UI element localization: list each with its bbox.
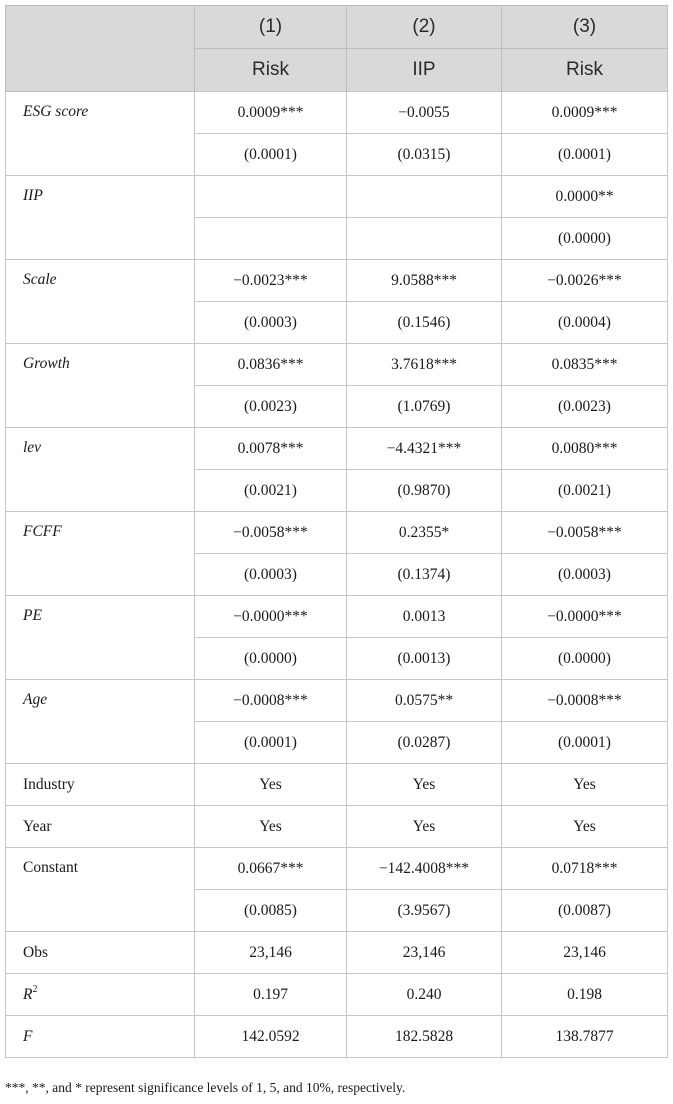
se-cell: (0.0315) [347, 134, 502, 176]
se-cell: (0.0021) [502, 470, 668, 512]
coef-cell: 0.0078*** [195, 428, 347, 470]
se-cell: (1.0769) [347, 386, 502, 428]
coef-cell: 0.0836*** [195, 344, 347, 386]
se-cell [195, 218, 347, 260]
se-cell: (3.9567) [347, 890, 502, 932]
table-row [6, 92, 668, 134]
row-label: Industry [6, 764, 195, 806]
table-row [6, 1016, 668, 1058]
row-label: PE [6, 596, 195, 680]
table-row [6, 848, 668, 890]
header-col-name: IIP [347, 49, 502, 92]
table-row [6, 344, 668, 386]
se-cell: (0.0000) [502, 638, 668, 680]
value-cell: 0.197 [195, 974, 347, 1016]
table-row [6, 428, 668, 470]
row-label: Constant [6, 848, 195, 932]
header-col-number: (3) [502, 6, 668, 49]
se-cell: (0.0023) [195, 386, 347, 428]
value-cell: 142.0592 [195, 1016, 347, 1058]
se-cell: (0.1374) [347, 554, 502, 596]
se-cell: (0.9870) [347, 470, 502, 512]
row-label: Scale [6, 260, 195, 344]
se-cell: (0.0001) [195, 134, 347, 176]
coef-cell: −0.0058*** [502, 512, 668, 554]
se-cell: (0.0013) [347, 638, 502, 680]
value-cell: Yes [502, 806, 668, 848]
value-cell: 23,146 [347, 932, 502, 974]
header-row-numbers [6, 6, 668, 49]
se-cell: (0.1546) [347, 302, 502, 344]
value-cell: 23,146 [502, 932, 668, 974]
table-row [6, 806, 668, 848]
coef-cell [347, 176, 502, 218]
value-cell: Yes [195, 806, 347, 848]
coef-cell: 3.7618*** [347, 344, 502, 386]
se-cell: (0.0003) [502, 554, 668, 596]
value-cell: 0.240 [347, 974, 502, 1016]
value-cell: 23,146 [195, 932, 347, 974]
row-label: F [6, 1016, 195, 1058]
regression-table [5, 5, 667, 1058]
se-cell [347, 218, 502, 260]
value-cell: Yes [347, 806, 502, 848]
coef-cell: 0.0575** [347, 680, 502, 722]
se-cell: (0.0023) [502, 386, 668, 428]
header-col-number: (2) [347, 6, 502, 49]
row-label: Growth [6, 344, 195, 428]
se-cell: (0.0003) [195, 554, 347, 596]
row-label: Obs [6, 932, 195, 974]
header-col-name: Risk [195, 49, 347, 92]
table-row [6, 764, 668, 806]
coef-cell: −0.0023*** [195, 260, 347, 302]
value-cell: Yes [195, 764, 347, 806]
coef-cell: −0.0000*** [195, 596, 347, 638]
coef-cell: 0.0013 [347, 596, 502, 638]
row-label: lev [6, 428, 195, 512]
se-cell: (0.0287) [347, 722, 502, 764]
row-label: ESG score [6, 92, 195, 176]
table-row [6, 596, 668, 638]
row-label: Age [6, 680, 195, 764]
value-cell: 182.5828 [347, 1016, 502, 1058]
coef-cell: −0.0008*** [502, 680, 668, 722]
coef-cell: −0.0055 [347, 92, 502, 134]
coef-cell: 0.0667*** [195, 848, 347, 890]
table-row [6, 512, 668, 554]
table-row [6, 176, 668, 218]
coef-cell: 9.0588*** [347, 260, 502, 302]
coef-cell: −0.0000*** [502, 596, 668, 638]
coef-cell: −4.4321*** [347, 428, 502, 470]
header-col-name: Risk [502, 49, 668, 92]
coef-cell: 0.0009*** [502, 92, 668, 134]
table-row [6, 680, 668, 722]
coef-cell [195, 176, 347, 218]
se-cell: (0.0001) [195, 722, 347, 764]
header-corner [6, 6, 195, 92]
table-row [6, 974, 668, 1016]
row-label: IIP [6, 176, 195, 260]
coef-cell: −0.0058*** [195, 512, 347, 554]
value-cell: Yes [347, 764, 502, 806]
value-cell: 0.198 [502, 974, 668, 1016]
table-row [6, 260, 668, 302]
row-label: $R^2$ [6, 974, 195, 1016]
header-col-number: (1) [195, 6, 347, 49]
coef-cell: 0.0835*** [502, 344, 668, 386]
se-cell: (0.0003) [195, 302, 347, 344]
se-cell: (0.0000) [502, 218, 668, 260]
coef-cell: 0.0000** [502, 176, 668, 218]
se-cell: (0.0001) [502, 722, 668, 764]
coef-cell: −0.0026*** [502, 260, 668, 302]
se-cell: (0.0085) [195, 890, 347, 932]
se-cell: (0.0004) [502, 302, 668, 344]
se-cell: (0.0001) [502, 134, 668, 176]
value-cell: 138.7877 [502, 1016, 668, 1058]
coef-cell: 0.2355* [347, 512, 502, 554]
value-cell: Yes [502, 764, 668, 806]
coef-cell: −142.4008*** [347, 848, 502, 890]
table-row [6, 932, 668, 974]
se-cell: (0.0021) [195, 470, 347, 512]
coef-cell: 0.0009*** [195, 92, 347, 134]
row-label: Year [6, 806, 195, 848]
coef-cell: 0.0080*** [502, 428, 668, 470]
row-label: FCFF [6, 512, 195, 596]
se-cell: (0.0000) [195, 638, 347, 680]
coef-cell: −0.0008*** [195, 680, 347, 722]
coef-cell: 0.0718*** [502, 848, 668, 890]
se-cell: (0.0087) [502, 890, 668, 932]
table-footnote: ***, **, and * represent significance levels of 1, 5, and 10%, respectively. [5, 1080, 406, 1095]
